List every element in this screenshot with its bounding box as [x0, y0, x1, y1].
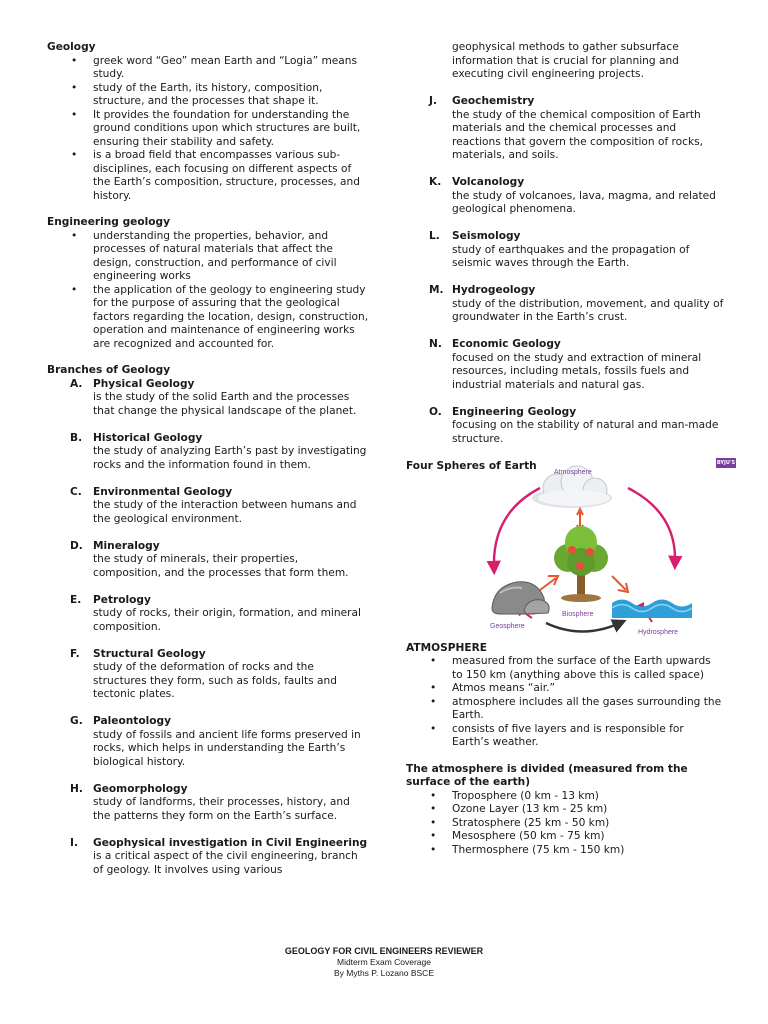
branch-item: C. Environmental Geology the study of the interaction between humans and the geological environment.	[47, 486, 369, 527]
branch-desc: the study of the chemical composition of Earth materials and the chemical processes and reactions that govern the composition of rocks, materials, and soils.	[452, 108, 703, 161]
branch-desc: the study of the interaction between humans and the geological environment.	[93, 499, 357, 525]
four-spheres-diagram	[462, 458, 736, 658]
branch-desc: study of fossils and ancient life forms preserved in rocks, which helps in understanding the Earth’s biological history.	[93, 728, 361, 768]
branch-title: Physical Geology	[93, 377, 195, 390]
branch-desc: focused on the study and extraction of mineral resources, including metals, fossils fuels and industrial materials and natural gas.	[452, 351, 702, 391]
branches-heading: Branches of Geology	[47, 364, 171, 376]
branch-item: E. Petrology study of rocks, their origin, formation, and mineral composition.	[47, 594, 369, 635]
bullet-icon: •	[71, 108, 78, 121]
engineering-geology-bullets	[47, 230, 369, 352]
footer-title: GEOLOGY FOR CIVIL ENGINEERS REVIEWER	[284, 946, 484, 956]
list-item: • Stratosphere (25 km - 50 km)	[430, 816, 610, 829]
layers-bullets	[406, 790, 724, 858]
bullet-icon: •	[430, 789, 437, 802]
branch-desc: study of rocks, their origin, formation, and mineral composition.	[93, 607, 361, 633]
branch-desc: study of the deformation of rocks and the structures they form, such as folds, faults and tectonic plates.	[93, 661, 337, 700]
geology-heading: Geology	[47, 41, 96, 53]
list-item: • atmosphere includes all the gases surrounding the Earth.	[430, 695, 722, 721]
bullet-icon: •	[430, 843, 437, 856]
list-item: • consists of five layers and is responsible for Earth’s weather.	[430, 722, 684, 748]
branch-desc: study of landforms, their processes, history, and the patterns they form on the Earth’s surface.	[93, 796, 350, 822]
branch-title: Structural Geology	[93, 647, 206, 660]
list-item: • Mesosphere (50 km - 75 km)	[430, 830, 605, 842]
branch-desc: is the study of the solid Earth and the processes that change the physical landscape of the planet.	[93, 391, 357, 417]
bullet-icon: •	[71, 283, 78, 296]
list-item: • study of the Earth, its history, composition, structure, and the processes that shape it.	[71, 81, 323, 107]
branch-title: Hydrogeology	[452, 284, 536, 296]
branch-item: L. Seismology study of earthquakes and the propagation of seismic waves through the Earth.	[406, 230, 724, 271]
branch-desc: study of earthquakes and the propagation of seismic waves through the Earth.	[452, 243, 690, 269]
branch-desc: the study of minerals, their properties, composition, and the processes that form them.	[93, 553, 349, 579]
cycle-arrow-icon	[628, 488, 675, 563]
branch-title: Volcanology	[452, 176, 525, 188]
bullet-icon: •	[71, 81, 78, 94]
list-item: • Troposphere (0 km - 13 km)	[430, 789, 599, 802]
atmosphere-label: Atmosphere	[554, 468, 592, 476]
list-item: • the application of the geology to engineering study for the purpose of assuring that the geological factors regarding the location, design, construction, operation and maintenance of engineering works are recognized and accounted for.	[71, 283, 369, 350]
branch-desc: is a critical aspect of the civil engineering, branch of geology. It involves using various	[93, 850, 358, 876]
branch-title: Engineering Geology	[452, 405, 577, 418]
branch-item: K. Volcanology the study of volcanoes, lava, magma, and related geological phenomena.	[406, 176, 724, 217]
branch-title: Geophysical investigation in Civil Engineering	[93, 836, 368, 849]
branch-item: J. Geochemistry the study of the chemical composition of Earth materials and the chemical processes and reactions that govern the composition of rocks, materials, and soils.	[406, 95, 724, 163]
list-item: • Thermosphere (75 km - 150 km)	[430, 843, 625, 856]
layers-section	[406, 763, 724, 858]
branches-section	[47, 364, 369, 877]
list-item: • Atmos means “air.”	[430, 682, 555, 694]
branch-desc: the study of volcanoes, lava, magma, and related geological phenomena.	[452, 189, 716, 215]
rock-icon	[492, 581, 549, 613]
list-item: • understanding the properties, behavior, and processes of natural materials that affect the design, construction, and performance of civil engineering works	[71, 229, 337, 282]
branch-item: N. Economic Geology focused on the study and extraction of mineral resources, including metals, fossils fuels and industrial materials and natural gas.	[406, 338, 724, 392]
spheres-heading: Four Spheres of Earth	[406, 459, 537, 472]
branch-continuation: geophysical methods to gather subsurface information that is crucial for planning and executing civil engineering projects.	[452, 41, 679, 80]
branch-title: Mineralogy	[93, 539, 160, 552]
engineering-geology-section	[47, 216, 369, 351]
list-item: • greek word “Geo” mean Earth and “Logia” means study.	[71, 54, 358, 80]
bullet-icon: •	[71, 229, 78, 242]
branch-item: D. Mineralogy the study of minerals, their properties, composition, and the processes that form them.	[47, 540, 369, 581]
tree-icon	[554, 526, 608, 602]
bullet-icon: •	[430, 816, 437, 829]
byjus-logo: BYJU'S	[716, 459, 736, 466]
bullet-icon: •	[430, 803, 437, 815]
branch-item: A. Physical Geology is the study of the solid Earth and the processes that change the physical landscape of the planet.	[47, 378, 369, 419]
cycle-arrow-icon	[546, 623, 620, 632]
page-footer	[0, 945, 768, 979]
atmosphere-bullets	[406, 655, 724, 750]
footer-author: By Myths P. Lozano BSCE	[333, 968, 434, 978]
bullet-icon: •	[430, 682, 437, 694]
branch-item: M. Hydrogeology study of the distribution, movement, and quality of groundwater in the Earth’s crust.	[429, 284, 724, 323]
branch-item: H. Geomorphology study of landforms, their processes, history, and the patterns they form on the Earth’s surface.	[47, 783, 369, 824]
list-item: • Ozone Layer (13 km - 25 km)	[430, 803, 608, 815]
biosphere-label: Biosphere	[562, 610, 594, 618]
atmosphere-heading: ATMOSPHERE	[406, 641, 488, 654]
branch-title: Environmental Geology	[93, 485, 233, 498]
exchange-arrow-icon	[540, 576, 558, 590]
spheres-svg	[462, 458, 722, 658]
hydrosphere-label: Hydrosphere	[638, 628, 679, 636]
bullet-icon: •	[71, 149, 78, 161]
branch-item: O. Engineering Geology focusing on the stability of natural and man-made structure.	[406, 406, 724, 447]
branch-title: Seismology	[452, 230, 521, 242]
geology-bullets	[47, 55, 369, 204]
bullet-icon: •	[430, 655, 437, 667]
footer-subtitle: Midterm Exam Coverage	[336, 957, 431, 967]
bullet-icon: •	[430, 695, 437, 708]
branch-item: F. Structural Geology study of the deformation of rocks and the structures they form, such as folds, faults and tectonic plates.	[47, 648, 369, 702]
list-item: • It provides the foundation for understanding the ground conditions upon which structures are built, ensuring their stability and safety.	[71, 108, 361, 148]
branch-item: B. Historical Geology the study of analyzing Earth’s past by investigating rocks and the information found in them.	[47, 432, 369, 473]
left-column	[47, 41, 369, 891]
branch-title: Geomorphology	[93, 782, 188, 795]
list-item: • is a broad field that encompasses various sub-disciplines, each focusing on different aspects of the Earth’s composition, structure, processes, and history.	[71, 149, 360, 202]
list-item: • measured from the surface of the Earth upwards to 150 km (anything above this is called space)	[430, 655, 711, 681]
atmosphere-section	[406, 642, 724, 750]
branch-desc: study of the distribution, movement, and quality of groundwater in the Earth’s crust.	[452, 297, 724, 323]
spheres-figure	[406, 459, 736, 636]
water-icon	[612, 599, 692, 618]
geosphere-label: Geosphere	[490, 622, 525, 630]
branch-title: Economic Geology	[452, 338, 561, 350]
branch-title: Geochemistry	[452, 95, 535, 107]
branch-title: Paleontology	[93, 715, 172, 727]
branch-title: Historical Geology	[93, 431, 203, 444]
branch-item: G. Paleontology study of fossils and ancient life forms preserved in rocks, which helps in understanding the Earth’s biological history.	[47, 715, 369, 769]
right-column	[406, 41, 736, 857]
branch-desc: the study of analyzing Earth’s past by investigating rocks and the information found in them.	[93, 445, 367, 471]
bullet-icon: •	[430, 830, 437, 842]
exchange-arrow-icon	[612, 576, 628, 592]
geology-section	[47, 41, 369, 203]
engineering-geology-heading: Engineering geology	[47, 216, 171, 228]
branch-title: Petrology	[93, 593, 151, 606]
bullet-icon: •	[430, 722, 437, 735]
branch-desc: focusing on the stability of natural and man-made structure.	[452, 419, 719, 445]
layers-heading: The atmosphere is divided (measured from the surface of the earth)	[406, 762, 688, 788]
bullet-icon: •	[71, 54, 78, 67]
branch-item: I. Geophysical investigation in Civil Engineering is a critical aspect of the civil engineering, branch of geology. It involves using various	[70, 836, 368, 876]
